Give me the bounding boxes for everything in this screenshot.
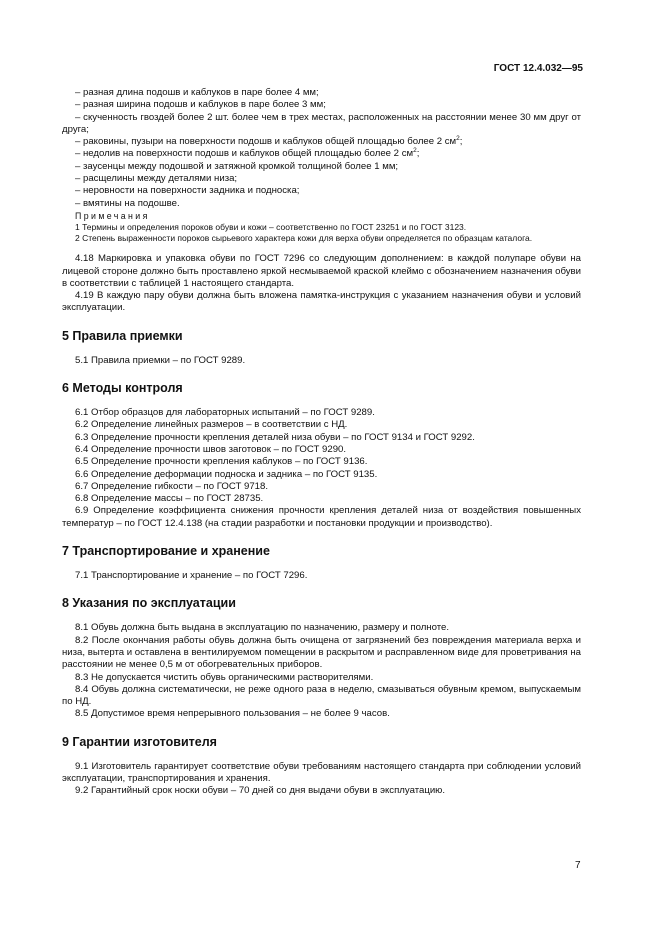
defect-item: – разная ширина подошв и каблуков в паре более 3 мм; [75,99,326,111]
section-7-item: 7.1 Транспортирование и хранение – по ГОСТ 7296. [75,570,308,582]
defect-item: – вмятины на подошве. [75,197,180,209]
section-9-item: 9.1 Изготовитель гарантирует соответствие обуви требованиям настоящего стандарта при соблюдении условий эксплуатации, транспортирования и хранения. [62,760,581,784]
defect-item: – неровности на поверхности задника и подноска; [75,185,300,197]
section-8-item: 8.4 Обувь должна систематически, не реже одного раза в неделю, смазываться обувным кремом, выпускаемым по НД. [62,683,581,708]
page-content [62,87,581,798]
section-6-item: 6.5 Определение прочности крепления каблуков – по ГОСТ 9136. [75,456,368,468]
defect-item-area: – недолив на поверхности подошв и каблуков общей площадью более 2 $см^2$; [75,147,420,160]
section-5-title: 5 Правила приемки [62,328,183,343]
section-6-item: 6.6 Определение деформации подноска и задника – по ГОСТ 9135. [75,468,378,480]
section-5-item: 5.1 Правила приемки – по ГОСТ 9289. [75,354,246,366]
section-8-title: 8 Указания по эксплуатации [62,596,236,611]
paragraph-4-19: 4.19 В каждую пару обуви должна быть вложена памятка-инструкция с указанием назначения обуви и условий эксплуатации. [62,290,581,314]
defect-item: – разная длина подошв и каблуков в паре более 4 мм; [75,87,319,98]
section-9-item: 9.2 Гарантийный срок носки обуви – 70 дней со дня выдачи обуви в эксплуатацию. [75,785,446,797]
defect-item-area: – раковины, пузыри на поверхности подошв и каблуков общей площадью более 2 $см^2$; [75,135,463,148]
defect-item: – заусенцы между подошвой и затяжной кромкой толщиной более 1 мм; [75,160,399,172]
section-6-item: 6.9 Определение коэффициента снижения прочности крепления деталей низа от воздействия повышенных температур – по ГОСТ 12.4.138 (на стадии разработки и постановки продукции и производство). [62,505,581,529]
section-9-title: 9 Гарантии изготовителя [62,734,217,749]
section-8-item: 8.3 Не допускается чистить обувь органическими растворителями. [75,671,374,683]
section-6-item: 6.7 Определение гибкости – по ГОСТ 9718. [75,480,268,492]
page-number: 7 [575,860,581,871]
note-item: 2 Степень выраженности пороков сырьевого характера кожи для верха обуви определяется по образцам каталога. [75,233,533,244]
section-6-item: 6.8 Определение массы – по ГОСТ 28735. [75,493,264,505]
section-6-item: 6.2 Определение линейных размеров – в соответствии с НД. [75,419,348,431]
section-8-item: 8.1 Обувь должна быть выдана в эксплуатацию по назначению, размеру и полноте. [75,622,450,634]
note-item: 1 Термины и определения пороков обуви и кожи – соответственно по ГОСТ 23251 и по ГОСТ 3123. [75,222,467,233]
section-6-item: 6.4 Определение прочности швов заготовок – по ГОСТ 9290. [75,443,347,455]
section-6-title: 6 Методы контроля [62,381,183,396]
section-8-item: 8.5 Допустимое время непрерывного пользования – не более 9 часов. [75,708,390,720]
defect-item: – скученность гвоздей более 2 шт. более чем в трех местах, расположенных на расстоянии менее 30 мм друг от друга; [62,111,581,135]
section-6-item: 6.1 Отбор образцов для лабораторных испытаний – по ГОСТ 9289. [75,407,375,419]
section-8-item: 8.2 После окончания работы обувь должна быть очищена от загрязнений без повреждения материала верха и низа, вытерта и оставлена в вентилируемом помещении в раскрытом и расправленном виде для проветривания на расстоянии не менее 0,5 м от обогревательных приборов. [62,634,581,671]
defect-item: – расщелины между деталями низа; [75,173,238,185]
paragraph-4-18: 4.18 Маркировка и упаковка обуви по ГОСТ 7296 со следующим дополнением: в каждой полупаре обуви на лицевой стороне должно быть проставлено яркой несмываемой краской клеймо с обозначением назначения обуви в соответствии с таблицей 1 настоящего стандарта. [62,253,581,289]
section-6-item: 6.3 Определение прочности крепления деталей низа обуви – по ГОСТ 9134 и ГОСТ 9292. [75,431,475,443]
notes-title: Примечания [75,210,150,221]
standard-header: ГОСТ 12.4.032—95 [493,63,583,74]
section-7-title: 7 Транспортирование и хранение [62,544,270,559]
